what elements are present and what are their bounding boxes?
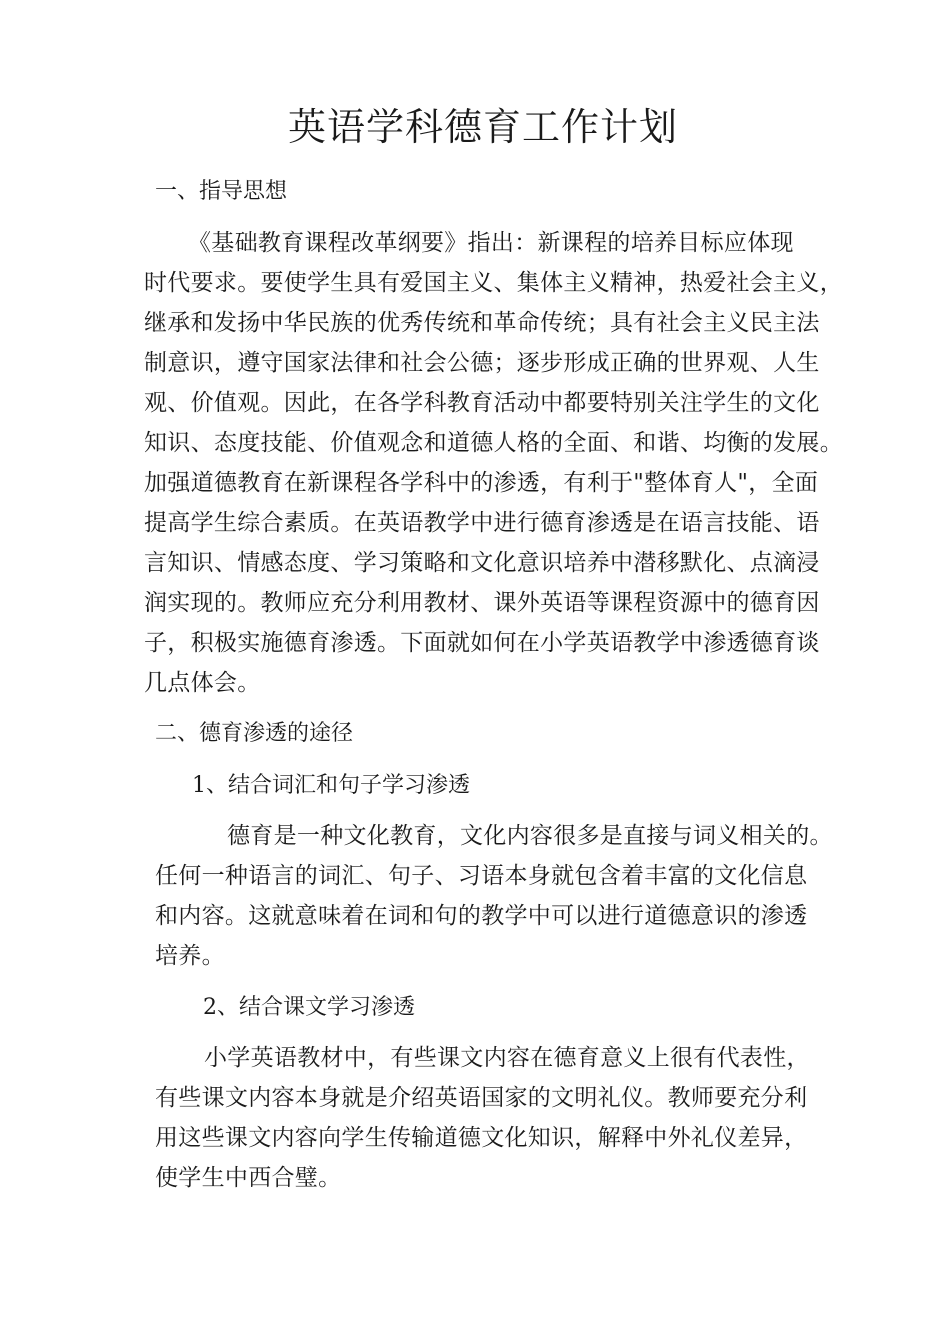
paragraph-line: 有些课文内容本身就是介绍英语国家的文明礼仪。教师要充分利 — [155, 1085, 808, 1111]
paragraph-line: 言知识、情感态度、学习策略和文化意识培养中潜移默化、点滴浸 — [144, 550, 820, 576]
paragraph-line: 时代要求。要使学生具有爱国主义、集体主义精神，热爱社会主义， — [144, 270, 843, 296]
paragraph-text-learning — [155, 1038, 810, 1198]
subsection-heading-text-learning: 2、结合课文学习渗透 — [203, 995, 415, 1020]
subsection-heading-vocabulary-sentences: 1、结合词汇和句子学习渗透 — [192, 773, 470, 798]
paragraph-vocabulary-sentences — [155, 816, 833, 976]
section-heading-moral-education-approaches: 二、德育渗透的途径 — [155, 721, 354, 746]
paragraph-line: 提高学生综合素质。在英语教学中进行德育渗透是在语言技能、语 — [144, 510, 820, 536]
document-title: 英语学科德育工作计划 — [287, 105, 678, 149]
paragraph-line: 和内容。这就意味着在词和句的教学中可以进行道德意识的渗透 — [155, 903, 808, 929]
paragraph-line: 任何一种语言的词汇、句子、习语本身就包含着丰富的文化信息 — [155, 863, 808, 889]
paragraph-line: 子，积极实施德育渗透。下面就如何在小学英语教学中渗透德育谈 — [144, 630, 820, 656]
paragraph-line: 继承和发扬中华民族的优秀传统和革命传统；具有社会主义民主法 — [144, 310, 820, 336]
paragraph-line: 加强道德教育在新课程各学科中的渗透，有利于"整体育人"，全面 — [144, 470, 819, 496]
paragraph-line: 德育是一种文化教育，文化内容很多是直接与词义相关的。 — [227, 823, 833, 849]
paragraph-line: 知识、态度技能、价值观念和道德人格的全面、和谐、均衡的发展。 — [144, 430, 843, 456]
paragraph-line: 培养。 — [155, 943, 225, 969]
paragraph-line: 《基础教育课程改革纲要》指出：新课程的培养目标应体现 — [188, 230, 794, 256]
paragraph-line: 小学英语教材中，有些课文内容在德育意义上很有代表性， — [204, 1045, 810, 1071]
paragraph-line: 润实现的。教师应充分利用教材、课外英语等课程资源中的德育因 — [144, 590, 820, 616]
paragraph-line: 制意识，遵守国家法律和社会公德；逐步形成正确的世界观、人生 — [144, 350, 820, 376]
paragraph-line: 使学生中西合璧。 — [155, 1165, 342, 1191]
section-heading-guiding-ideology: 一、指导思想 — [155, 179, 288, 204]
paragraph-line: 用这些课文内容向学生传输道德文化知识，解释中外礼仪差异， — [155, 1125, 808, 1151]
paragraph-line: 观、价值观。因此，在各学科教育活动中都要特别关注学生的文化 — [144, 390, 820, 416]
paragraph-guiding-ideology — [144, 223, 843, 703]
paragraph-line: 几点体会。 — [144, 670, 261, 696]
